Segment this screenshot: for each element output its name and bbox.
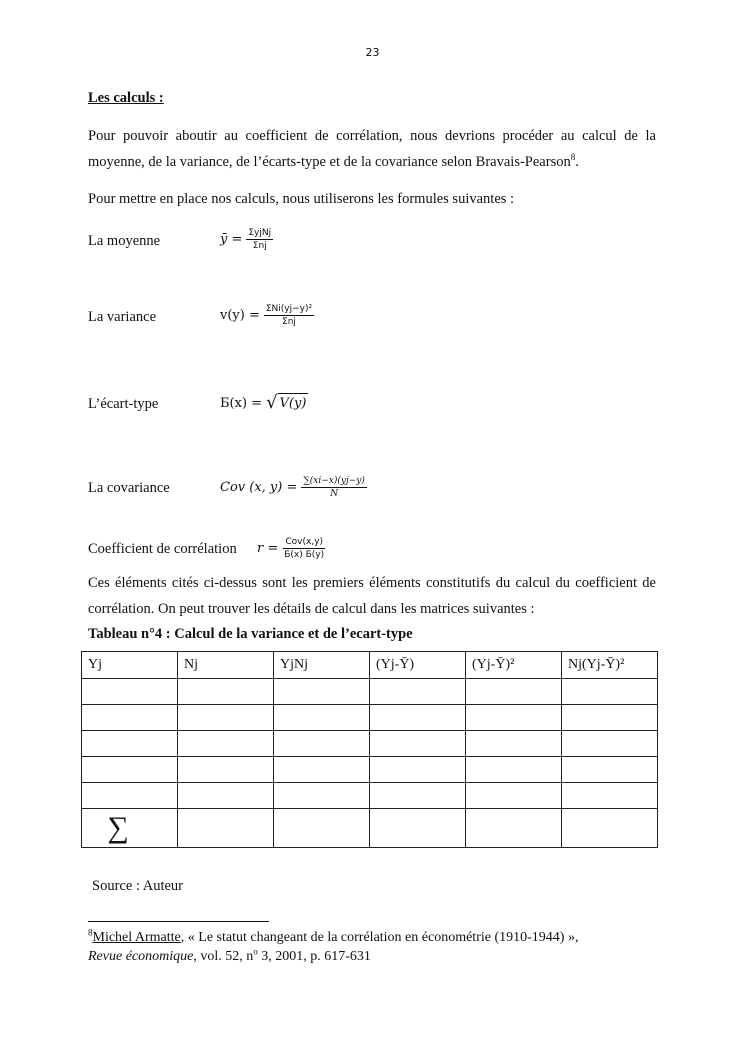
covariance-fraction bbox=[301, 476, 367, 499]
variance-denominator: Σnj bbox=[282, 317, 296, 327]
correlation-fraction bbox=[282, 537, 326, 560]
square-root bbox=[266, 393, 308, 413]
table-cell bbox=[82, 705, 178, 731]
intro-text: Pour pouvoir aboutir au coefficient de corrélation, nous devrions procéder au calcul de la moyenne, de la variance, de l’écarts-type et de la covariance selon Bravais-Pearson bbox=[88, 128, 656, 170]
variance-table bbox=[81, 651, 658, 848]
section-heading: Les calculs : bbox=[88, 90, 164, 106]
footnote bbox=[88, 928, 688, 966]
covariance-formula bbox=[220, 476, 367, 499]
footnote-text-1: , « Le statut changeant de la corrélation en économétrie (1910-1944) », bbox=[180, 930, 579, 945]
table-cell bbox=[562, 809, 658, 848]
covariance-denominator: N bbox=[330, 489, 339, 499]
table-cell bbox=[178, 757, 274, 783]
mean-formula bbox=[220, 228, 273, 251]
footnote-superscript: o bbox=[253, 946, 258, 957]
variance-numerator: ΣNi(yj−y)² bbox=[265, 304, 313, 314]
mean-fraction bbox=[246, 228, 273, 251]
covariance-numerator: ∑(xi−x)(yj−y) bbox=[303, 476, 365, 486]
intro-end: . bbox=[575, 154, 579, 170]
table-row bbox=[82, 679, 658, 705]
footnote-text-2: , vol. 52, n bbox=[193, 949, 254, 964]
table-header-row bbox=[82, 652, 658, 679]
table-cell bbox=[466, 757, 562, 783]
header-squared-deviation: (Yj-Ȳ)² bbox=[466, 652, 562, 679]
table-cell bbox=[274, 705, 370, 731]
footnote-number: 8 bbox=[88, 927, 93, 938]
table-sum-row bbox=[82, 809, 658, 848]
sigma-symbol: ∑ bbox=[107, 811, 129, 844]
correlation-formula bbox=[257, 537, 326, 560]
footnote-ref[interactable]: 8 bbox=[570, 152, 576, 163]
table-cell bbox=[370, 731, 466, 757]
table-cell bbox=[466, 679, 562, 705]
table-cell bbox=[562, 679, 658, 705]
mean-numerator: ΣyjNj bbox=[248, 228, 272, 238]
stddev-formula bbox=[220, 393, 308, 413]
footnote-author[interactable]: Michel Armatte bbox=[92, 930, 181, 945]
correlation-denominator: Б(x) Б(y) bbox=[284, 550, 325, 560]
covariance-lhs: Cov (x, y) = bbox=[220, 480, 298, 495]
header-weighted-squared-deviation: Nj(Yj-Ȳ)² bbox=[562, 652, 658, 679]
correlation-lhs: r = bbox=[257, 541, 279, 556]
table-cell bbox=[466, 705, 562, 731]
table-row bbox=[82, 731, 658, 757]
table-cell bbox=[466, 809, 562, 848]
table-cell bbox=[82, 731, 178, 757]
correlation-label: Coefficient de corrélation bbox=[88, 541, 237, 557]
footnote-journal: Revue économique bbox=[88, 949, 194, 964]
page-number: 23 bbox=[365, 46, 380, 59]
covariance-label: La covariance bbox=[88, 480, 170, 496]
table-row bbox=[82, 757, 658, 783]
table-cell bbox=[178, 809, 274, 848]
variance-lhs: v(y) = bbox=[220, 308, 260, 323]
mean-denominator: Σnj bbox=[252, 241, 267, 251]
correlation-numerator: Cov(x,y) bbox=[285, 537, 324, 547]
source-note: Source : Auteur bbox=[92, 878, 184, 894]
table-cell bbox=[274, 731, 370, 757]
table-cell bbox=[82, 757, 178, 783]
table-cell bbox=[82, 679, 178, 705]
table-cell bbox=[562, 757, 658, 783]
conclusion-paragraph: Ces éléments cités ci-dessus sont les premiers éléments constitutifs du calcul du coefficient de corrélation. On peut trouver les détails de calcul dans les matrices suivantes : bbox=[88, 575, 656, 617]
stddev-argument: V(y) bbox=[278, 393, 309, 413]
table-cell bbox=[370, 757, 466, 783]
table-cell bbox=[562, 783, 658, 809]
table-cell bbox=[178, 705, 274, 731]
table-cell bbox=[466, 731, 562, 757]
variance-fraction bbox=[264, 304, 314, 327]
table-cell bbox=[178, 783, 274, 809]
variance-label: La variance bbox=[88, 309, 157, 325]
table-caption: Tableau n°4 : Calcul de la variance et de l’ecart-type bbox=[88, 626, 413, 642]
stddev-lhs: Б(x) = bbox=[220, 395, 263, 411]
footnote-divider bbox=[88, 921, 269, 922]
mean-label: La moyenne bbox=[88, 233, 161, 249]
table-cell bbox=[178, 679, 274, 705]
header-deviation: (Yj-Ȳ) bbox=[370, 652, 466, 679]
table-cell bbox=[562, 705, 658, 731]
radical-sign: √ bbox=[266, 392, 278, 413]
header-nj: Nj bbox=[178, 652, 274, 679]
stddev-label: L’écart-type bbox=[88, 396, 159, 412]
table-row bbox=[82, 705, 658, 731]
footnote-text-3: 3, 2001, p. 617-631 bbox=[257, 949, 371, 964]
table-cell bbox=[82, 783, 178, 809]
sum-cell bbox=[82, 809, 178, 848]
table-cell bbox=[562, 731, 658, 757]
table-cell bbox=[274, 679, 370, 705]
table-cell bbox=[274, 809, 370, 848]
table-cell bbox=[370, 679, 466, 705]
table-cell bbox=[370, 705, 466, 731]
intro-paragraph bbox=[88, 123, 656, 175]
header-yj: Yj bbox=[82, 652, 178, 679]
formulas-intro: Pour mettre en place nos calculs, nous utiliserons les formules suivantes : bbox=[88, 191, 515, 207]
table-cell bbox=[466, 783, 562, 809]
table-cell bbox=[274, 783, 370, 809]
table-cell bbox=[370, 809, 466, 848]
mean-lhs: ȳ = bbox=[220, 232, 243, 247]
variance-formula bbox=[220, 304, 314, 327]
header-yjnj: YjNj bbox=[274, 652, 370, 679]
table-cell bbox=[178, 731, 274, 757]
table-cell bbox=[370, 783, 466, 809]
table-cell bbox=[274, 757, 370, 783]
table-row bbox=[82, 783, 658, 809]
